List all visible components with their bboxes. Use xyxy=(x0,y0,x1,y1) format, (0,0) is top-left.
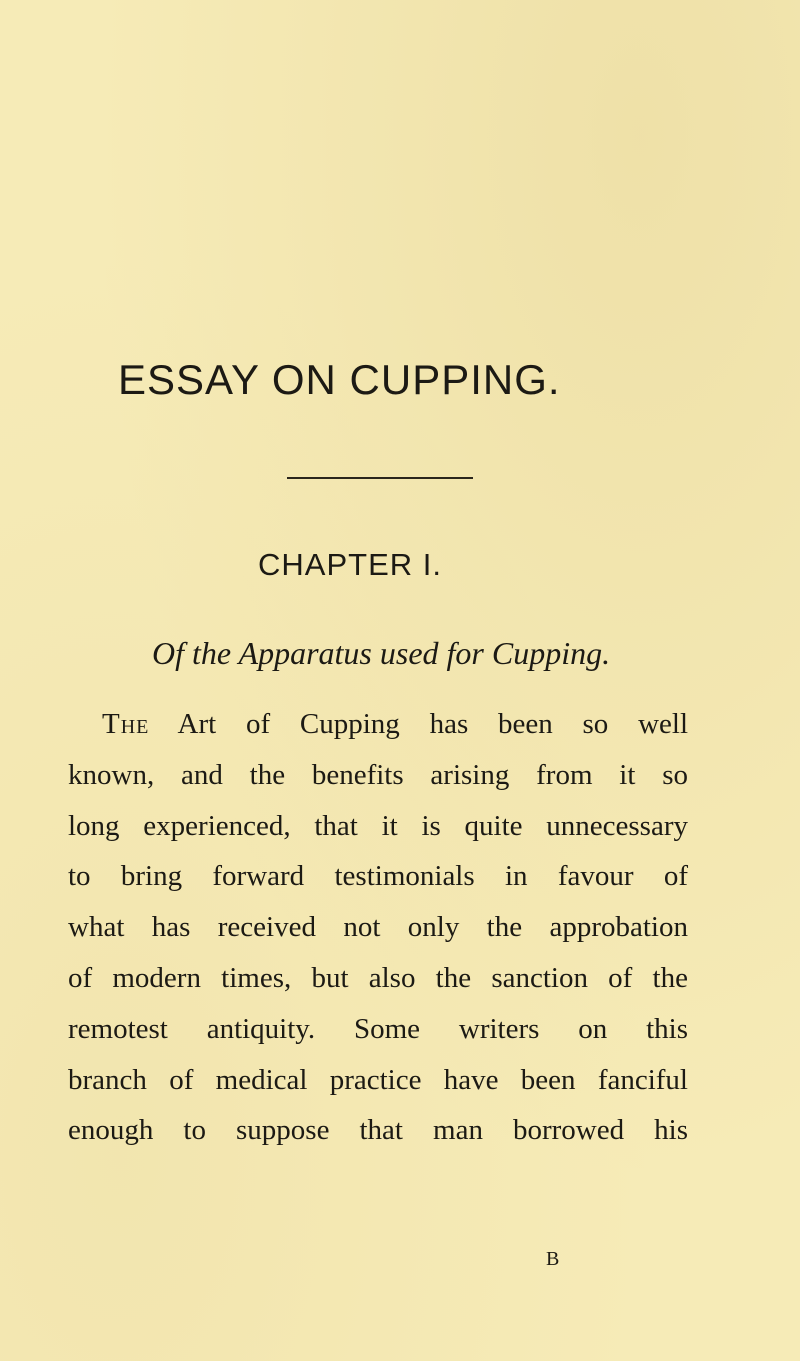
body-paragraph xyxy=(68,699,688,1156)
text-line: known, and the benefits arising from it so xyxy=(68,758,688,791)
text-line xyxy=(68,699,688,750)
text-line: to bring forward testimonials in favour of xyxy=(68,860,688,893)
text-line-rest: Art of Cupping has been so well xyxy=(149,708,688,740)
chapter-subtitle: Of the Apparatus used for Cupping. xyxy=(152,635,611,671)
text-line: long experienced, that it is quite unnecessary xyxy=(68,809,688,842)
chapter-heading: CHAPTER I. xyxy=(258,547,442,582)
text-line: remotest antiquity. Some writers on this xyxy=(68,1012,688,1045)
text-line: of modern times, but also the sanction of the xyxy=(68,961,688,994)
essay-title: ESSAY ON CUPPING. xyxy=(118,356,561,403)
opening-word: The xyxy=(102,708,150,740)
text-line: what has received not only the approbation xyxy=(68,911,688,944)
text-line: branch of medical practice have been fanciful xyxy=(68,1063,688,1096)
title-divider-rule xyxy=(287,477,473,479)
text-line: enough to suppose that man borrowed his xyxy=(68,1114,688,1147)
signature-mark: B xyxy=(546,1248,560,1270)
